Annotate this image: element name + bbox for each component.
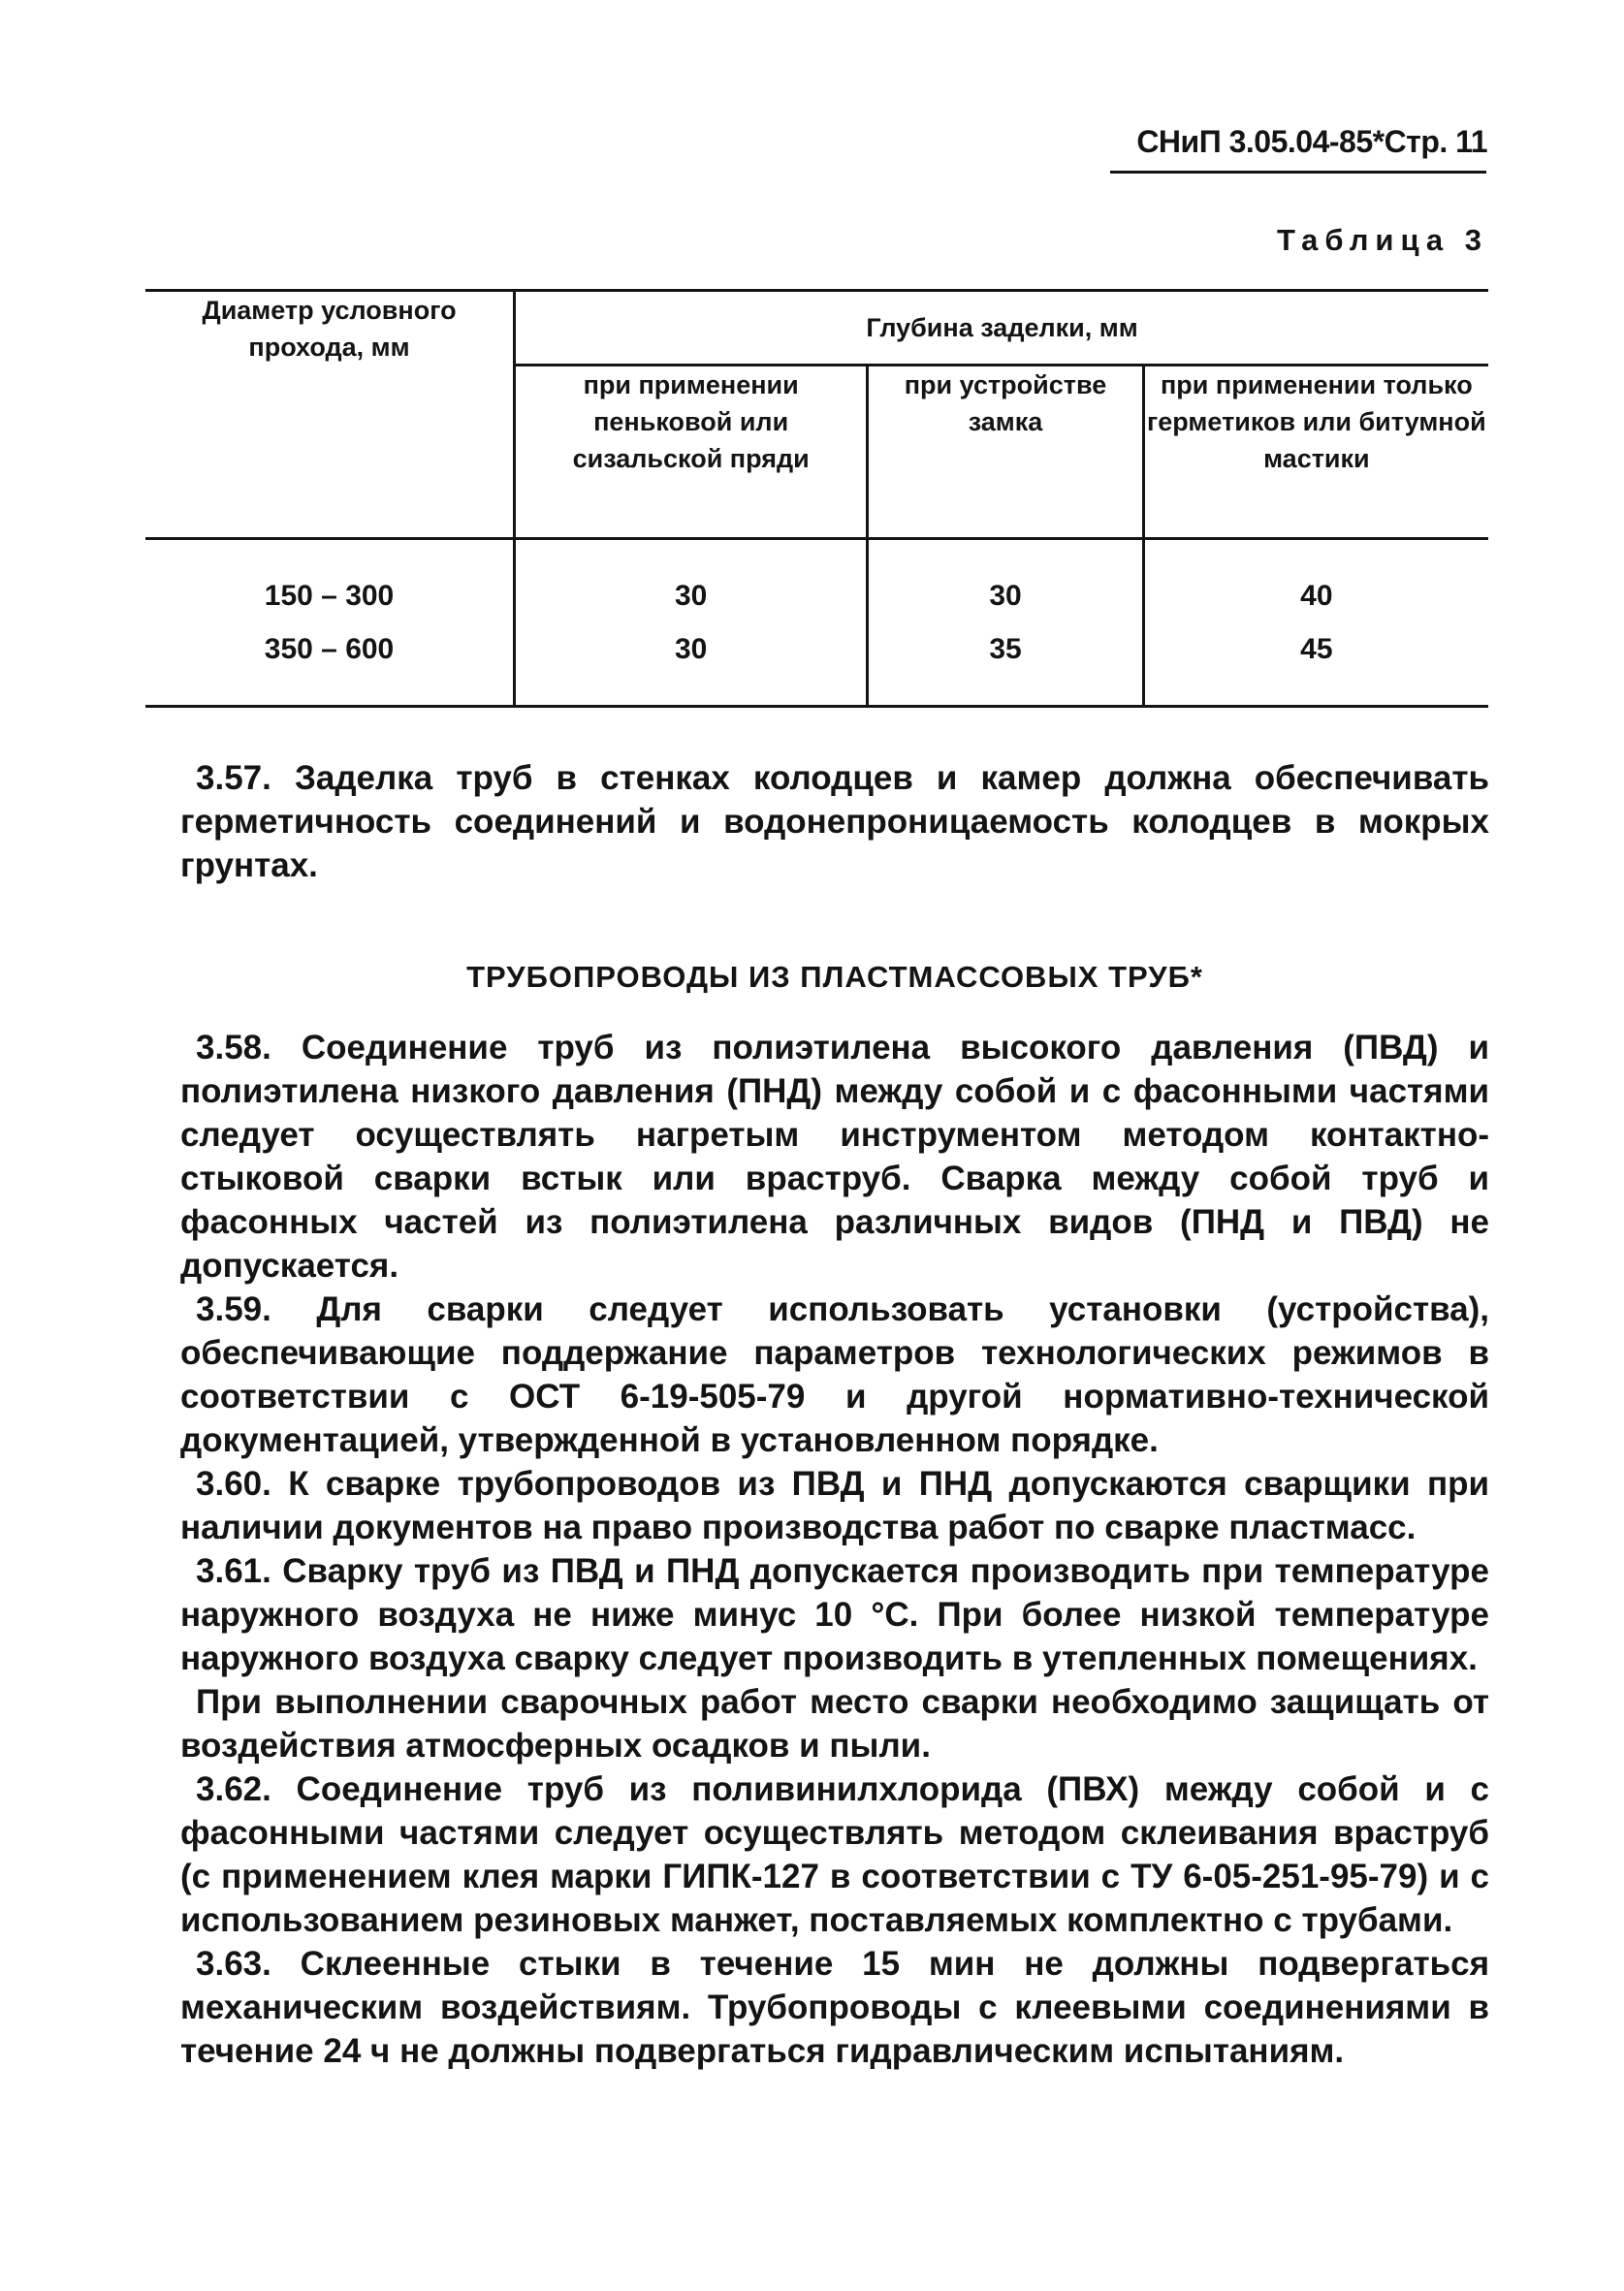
- table-container: [145, 289, 1488, 708]
- paragraphs-block: [180, 1026, 1489, 2073]
- header-depth-group-label: Глубина заделки, мм: [866, 313, 1138, 342]
- paragraph-text: К сварке трубопроводов из ПВД и ПНД допускаются сварщики при наличии документов на право производства работ по сварке пластмасс.: [180, 1465, 1489, 1546]
- cell-lock: 35: [868, 622, 1143, 707]
- paragraph-3-59: [180, 1288, 1489, 1462]
- section-heading: ТРУБОПРОВОДЫ ИЗ ПЛАСТМАССОВЫХ ТРУБ*: [466, 960, 1203, 994]
- cell-diameter: 350 – 600: [145, 622, 515, 707]
- header-rule: [1110, 171, 1486, 174]
- header-depth-group: [515, 291, 1488, 366]
- paragraph-3-62: [180, 1767, 1489, 1942]
- paragraph-number: 3.59.: [196, 1290, 271, 1328]
- table-row: [145, 622, 1488, 707]
- embedding-depth-table: [145, 289, 1488, 708]
- paragraph-number: 3.61.: [196, 1552, 271, 1590]
- paragraph-3-58: [180, 1026, 1489, 1288]
- header-hemp-sisal: при применении пеньковой или сизальской пряди: [515, 366, 868, 539]
- table-row: [145, 539, 1488, 623]
- paragraph-number: 3.60.: [196, 1465, 271, 1503]
- paragraph-number: 3.63.: [196, 1945, 271, 1983]
- cell-hemp-sisal: 30: [515, 622, 868, 707]
- header-sealant-mastic: при применении только герметиков или битумной мастики: [1143, 366, 1488, 539]
- cell-diameter: 150 – 300: [264, 579, 395, 612]
- paragraph-3-60: [180, 1462, 1489, 1549]
- paragraph-text: Сварку труб из ПВД и ПНД допускается производить при температуре наружного воздуха не ниже минус 10 °С. При более низкой температуре наружного воздуха сварку следует производить в утепленных помещениях.: [180, 1552, 1489, 1677]
- paragraph-text: Соединение труб из поливинилхлорида (ПВХ) между собой и с фасонными частями следует осуществлять методом склеивания враструб (с применением клея марки ГИПК-127 в соответствии с ТУ 6-05-251-95-79) и с использованием резиновых манжет, поставляемых комплектно с трубами.: [180, 1770, 1490, 1939]
- cell-sealant-mastic: 40: [1143, 539, 1488, 623]
- cell-sealant-mastic: 45: [1143, 622, 1488, 707]
- header-lock: при устройстве замка: [868, 366, 1143, 539]
- paragraph-text: Склеенные стыки в течение 15 мин не должны подвергаться механическим воздействиям. Трубопроводы с клеевыми соединениями в течение 24 ч не должны подвергаться гидравлическим испытаниям.: [180, 1945, 1489, 2070]
- paragraph-text: Для сварки следует использовать установки (устройства), обеспечивающие поддержание параметров технологических режимов в соответствии с ОСТ 6-19-505-79 и другой нормативно-технической документацией, утвержденной в установленном порядке.: [180, 1290, 1490, 1459]
- paragraph-3-61-continued: При выполнении сварочных работ место сварки необходимо защищать от воздействия атмосферных осадков и пыли.: [180, 1683, 1489, 1765]
- paragraph-text: Соединение труб из полиэтилена высокого давления (ПВД) и полиэтилена низкого давления (ПНД) между собой и с фасонными частями следует осуществлять нагретым инструментом методом контактно-стыковой сварки встык или враструб. Сварка между собой труб и фасонных частей из полиэтилена различных видов (ПНД и ПВД) не допускается.: [180, 1029, 1489, 1285]
- cell-lock: 30: [868, 539, 1143, 623]
- paragraph-text: Заделка труб в стенках колодцев и камер должна обеспечивать герметичность соединений и водонепроницаемость колодцев в мокрых грунтах.: [180, 759, 1489, 884]
- cell-hemp-sisal: 30: [515, 539, 868, 623]
- table-caption: Таблица 3: [1276, 223, 1488, 257]
- paragraph-number: 3.58.: [196, 1029, 271, 1066]
- paragraph-3-57: [180, 756, 1489, 887]
- paragraph-number: 3.62.: [196, 1770, 271, 1808]
- paragraph-number: 3.57.: [196, 759, 271, 797]
- paragraph-3-61: [180, 1549, 1489, 1680]
- paragraph-3-63: [180, 1942, 1489, 2073]
- header-diameter: Диаметр условного прохода, мм: [145, 291, 515, 539]
- running-header: СНиП 3.05.04-85*Стр. 11: [1136, 124, 1487, 159]
